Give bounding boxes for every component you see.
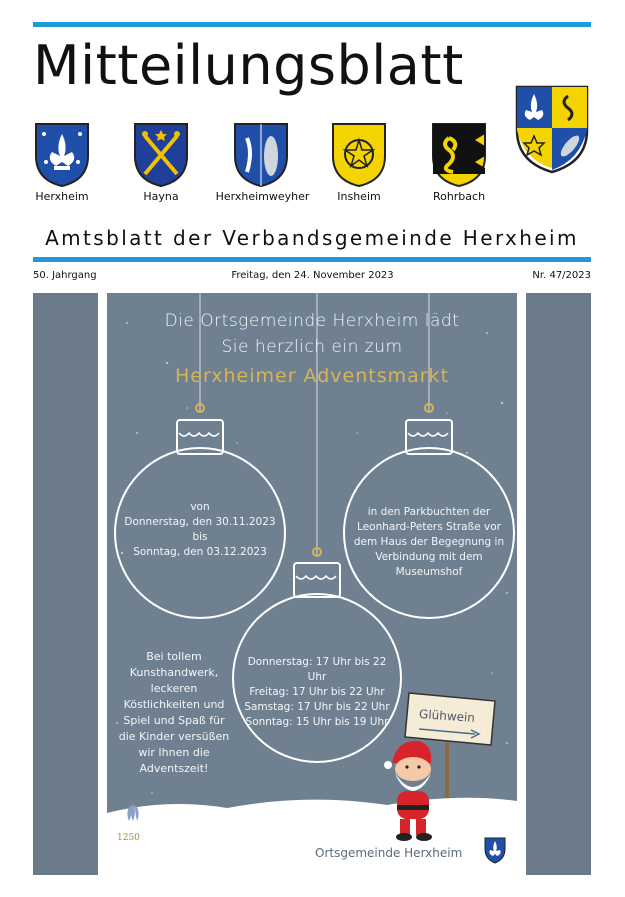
- location-line-5: Museumshof: [395, 566, 463, 578]
- location-line-4: Verbindung mit dem: [375, 551, 483, 563]
- promo-line-8: Adventszeit!: [139, 762, 209, 775]
- poster-invite-line-2: Sie herzlich ein zum: [221, 337, 403, 357]
- poster-location: [349, 505, 509, 580]
- location-line-3: dem Haus der Begegnung in: [353, 536, 505, 548]
- issue-volume: 50. Jahrgang: [33, 270, 97, 281]
- poster-footer-text: Ortsgemeinde Herxheim: [315, 846, 463, 860]
- promo-line-7: wir Ihnen die: [138, 746, 210, 759]
- poster-promo-text: [113, 649, 235, 777]
- masthead-title: Mitteilungsblatt: [33, 34, 464, 97]
- issue-number: Nr. 47/2023: [532, 270, 591, 281]
- dates-line-3: bis: [192, 531, 208, 543]
- promo-line-5: Spiel und Spaß für: [123, 714, 225, 727]
- crossed-keys-crest-icon: [133, 122, 189, 188]
- poster-opening-hours: [237, 655, 397, 730]
- subtitle: Amtsblatt der Verbandsgemeinde Herxheim: [45, 226, 579, 250]
- dates-line-4: Sonntag, den 03.12.2023: [133, 546, 267, 558]
- verbandsgemeinde-crest-icon: [514, 84, 590, 174]
- hours-line-1: Donnerstag: 17 Uhr bis 22 Uhr: [247, 656, 387, 683]
- fleur-de-lis-crest-icon: [34, 122, 90, 188]
- divider-rule: [33, 257, 591, 262]
- poster-dates: [120, 500, 280, 560]
- top-rule: [33, 22, 591, 27]
- gluehwein-sign: Glühwein: [418, 707, 476, 725]
- promo-line-1: Bei tollem: [146, 650, 202, 663]
- fish-crest-icon: [233, 122, 289, 188]
- star-wheel-crest-icon: [331, 122, 387, 188]
- right-sidebar-band: [526, 293, 591, 875]
- promo-line-2: Kunsthandwerk,: [129, 666, 219, 679]
- location-line-2: Leonhard-Peters Straße vor: [357, 521, 501, 533]
- promo-line-6: die Kinder versüßen: [118, 730, 230, 743]
- crest-label-insheim: Insheim: [337, 190, 381, 203]
- hours-line-3: Samstag: 17 Uhr bis 22 Uhr: [244, 701, 390, 713]
- crest-label-herxheim: Herxheim: [35, 190, 89, 203]
- anniversary-label: 1250: [117, 833, 140, 843]
- poster-invite-line-1: Die Ortsgemeinde Herxheim lädt: [164, 311, 460, 331]
- symbol-crest-icon: [431, 122, 487, 188]
- dates-line-2: Donnerstag, den 30.11.2023: [124, 516, 276, 528]
- poster-event-title: Herxheimer Adventsmarkt: [174, 365, 450, 387]
- crest-label-hayna: Hayna: [143, 190, 179, 203]
- anniversary-logo-icon: [127, 803, 138, 821]
- crest-label-rohrbach: Rohrbach: [432, 190, 486, 203]
- dates-line-1: von: [190, 501, 210, 513]
- advent-market-poster: [107, 293, 517, 875]
- promo-line-3: leckeren: [150, 682, 198, 695]
- promo-line-4: Köstlichkeiten und: [123, 698, 225, 711]
- hours-line-2: Freitag: 17 Uhr bis 22 Uhr: [249, 686, 385, 698]
- left-sidebar-band: [33, 293, 98, 875]
- crest-label-herxheimweyher: Herxheimweyher: [215, 190, 310, 203]
- location-line-1: in den Parkbuchten der: [367, 506, 491, 518]
- issue-date: Freitag, den 24. November 2023: [231, 270, 394, 281]
- hours-line-4: Sonntag: 15 Uhr bis 19 Uhr: [245, 716, 389, 728]
